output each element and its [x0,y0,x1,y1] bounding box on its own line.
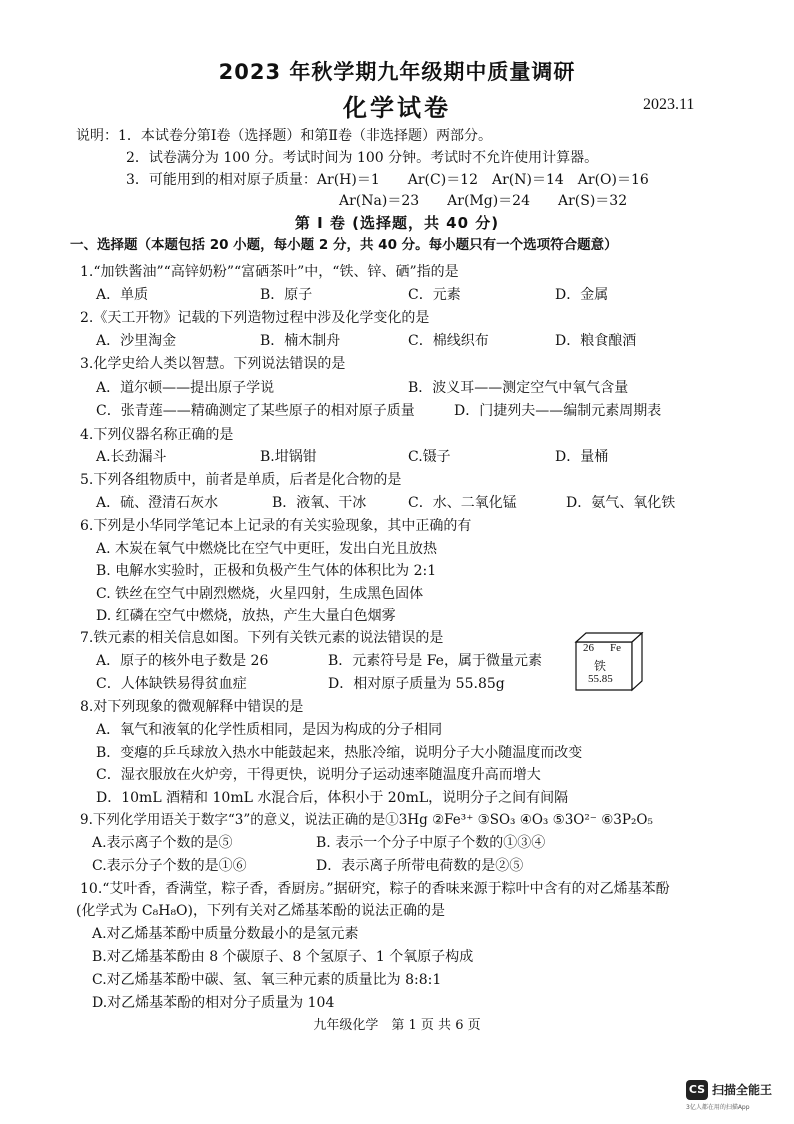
exam-date: 2023.11 [643,96,695,113]
question-6-stem: 6.下列是小华同学笔记本上记录的有关实验现象，其中正确的有 [80,518,472,534]
question-7-option-b: B．元素符号是 Fe，属于微量元素 [328,653,542,669]
question-4-option-b: B.坩锅钳 [260,449,317,465]
instruction-3-cont: Ar(Na)＝23 Ar(Mg)＝24 Ar(S)＝32 [339,193,628,209]
question-9-stem: 9.下列化学用语关于数字“3”的意义，说法正确的是①3Hg ②Fe³⁺ ③SO₃ ④O₃ ⑤3O²⁻ ⑥3P₂O₅ [80,812,653,828]
question-8-option-c: C．湿衣服放在火炉旁，干得更快，说明分子运动速率随温度升高而增大 [96,767,541,783]
question-10-option-d: D.对乙烯基苯酚的相对分子质量为 104 [92,995,335,1011]
question-10-stem-cont: (化学式为 C₈H₈O)，下列有关对乙烯基苯酚的说法正确的是 [76,903,445,919]
question-2-option-b: B．楠木制舟 [260,333,341,349]
question-1-option-b: B．原子 [260,287,313,303]
scanner-app-name: 扫描全能王 [712,1083,773,1097]
question-5-option-a: A．硫、澄清石灰水 [96,495,219,511]
question-6-option-b: B. 电解水实验时，正极和负极产生气体的体积比为 2:1 [96,563,437,579]
question-4-stem: 4.下列仪器名称正确的是 [80,427,234,443]
question-9-option-d: D．表示离子所带电荷数的是②⑤ [316,858,524,874]
question-9-option-a: A.表示离子个数的是⑤ [92,835,233,851]
question-9-option-c: C.表示分子个数的是①⑥ [92,858,247,874]
question-10-option-a: A.对乙烯基苯酚中质量分数最小的是氢元素 [92,926,359,942]
question-2-stem: 2.《天工开物》记载的下列造物过程中涉及化学变化的是 [80,310,430,326]
exam-title: 2023 年秋学期九年级期中质量调研 [218,60,576,84]
question-7-option-d: D．相对原子质量为 55.85g [328,676,505,692]
question-8-option-a: A．氧气和液氧的化学性质相同，是因为构成的分子相同 [96,722,443,738]
question-7-option-a: A．原子的核外电子数是 26 [96,653,269,669]
question-8-stem: 8.对下列现象的微观解释中错误的是 [80,699,304,715]
question-2-option-d: D．粮食酿酒 [555,333,637,349]
question-10-stem: 10.“艾叶香，香满堂，粽子香，香厨房。”据研究，粽子的香味来源于粽叶中含有的对乙烯基苯酚 [80,881,670,897]
question-9-option-b: B. 表示一个分子中原子个数的①③④ [316,835,546,851]
question-1-stem: 1.“加铁酱油”“高锌奶粉”“富硒茶叶”中，“铁、锌、硒”指的是 [80,264,459,280]
question-8-option-b: B．变瘪的乒乓球放入热水中能鼓起来，热胀冷缩，说明分子大小随温度而改变 [96,745,583,761]
instruction-3: 3．可能用到的相对原子质量：Ar(H)＝1 Ar(C)＝12 Ar(N)＝14 Ar(O)＝16 [126,172,649,188]
instruction-2: 2．试卷满分为 100 分。考试时间为 100 分钟。考试时不允许使用计算器。 [126,150,599,166]
question-3-stem: 3.化学史给人类以智慧。下列说法错误的是 [80,356,346,372]
question-6-option-a: A. 木炭在氧气中燃烧比在空气中更旺，发出白光且放热 [96,541,438,557]
question-8-option-d: D．10mL 酒精和 10mL 水混合后，体积小于 20mL，说明分子之间有间隔 [96,790,569,806]
question-1-option-d: D．金属 [555,287,609,303]
question-1-option-c: C．元素 [408,287,461,303]
scanner-watermark [686,1080,786,1116]
question-7-stem: 7.铁元素的相关信息如图。下列有关铁元素的说法错误的是 [80,630,444,646]
question-3-option-c: C．张青莲——精确测定了某些原子的相对原子质量 [96,403,415,419]
element-name: 铁 [594,659,607,673]
question-6-option-c: C. 铁丝在空气中剧烈燃烧，火星四射，生成黑色固体 [96,586,424,602]
question-5-option-b: B．液氧、干冰 [272,495,367,511]
element-symbol: Fe [610,642,621,654]
question-7-option-c: C．人体缺铁易得贫血症 [96,676,247,692]
question-5-option-c: C．水、二氧化锰 [408,495,517,511]
question-5-option-d: D．氨气、氧化铁 [566,495,676,511]
question-3-option-b: B．波义耳——测定空气中氧气含量 [408,380,629,396]
instructions-label: 说明： [76,128,118,144]
section-title: 第 Ⅰ 卷 (选择题，共 40 分) [294,214,500,232]
instruction-1: 1．本试卷分第Ⅰ卷（选择题）和第Ⅱ卷（非选择题）两部分。 [118,128,492,144]
question-2-option-c: C．棉线织布 [408,333,489,349]
section-heading: 一、选择题（本题包括 20 小题，每小题 2 分，共 40 分。每小题只有一个选项符合题意） [70,237,618,253]
exam-subtitle: 化学试卷 [343,94,451,122]
question-5-stem: 5.下列各组物质中，前者是单质，后者是化合物的是 [80,472,402,488]
question-4-option-c: C.镊子 [408,449,451,465]
scanner-tagline: 3亿人都在用的扫描App [686,1104,750,1111]
scanner-logo-icon: CS [686,1080,708,1100]
question-2-option-a: A．沙里淘金 [96,333,177,349]
question-3-option-a: A．道尔顿——提出原子学说 [96,380,275,396]
atomic-mass: 55.85 [588,673,613,685]
question-4-option-a: A.长劲漏斗 [96,449,167,465]
atomic-number: 26 [583,642,594,654]
iron-element-card [574,632,646,692]
question-3-option-d: D．门捷列夫——编制元素周期表 [454,403,662,419]
question-4-option-d: D．量桶 [555,449,609,465]
question-10-option-c: C.对乙烯基苯酚中碳、氢、氧三种元素的质量比为 8:8:1 [92,972,442,988]
question-1-option-a: A．单质 [96,287,149,303]
page-footer: 九年级化学 第 1 页 共 6 页 [313,1018,481,1033]
question-10-option-b: B.对乙烯基苯酚由 8 个碳原子、8 个氢原子、1 个氧原子构成 [92,949,474,965]
question-6-option-d: D. 红磷在空气中燃烧，放热，产生大量白色烟雾 [96,608,396,624]
